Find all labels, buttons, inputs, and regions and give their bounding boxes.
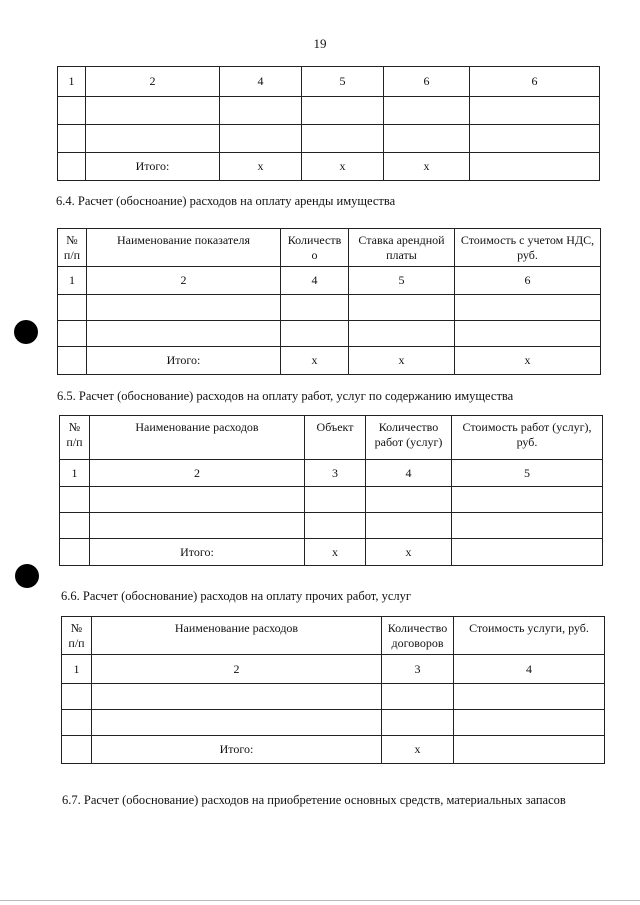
header-cell: 2: [86, 67, 220, 97]
total-label: Итого:: [86, 153, 220, 181]
table-maintenance: [59, 415, 603, 566]
column-header: № п/п: [58, 229, 87, 267]
number-cell: 1: [60, 460, 90, 487]
column-header: Стоимость услуги, руб.: [454, 617, 605, 655]
number-cell: 4: [281, 267, 349, 295]
punch-hole: [14, 320, 38, 344]
number-cell: 3: [305, 460, 366, 487]
number-cell: 1: [58, 267, 87, 295]
table-row: [58, 295, 601, 321]
column-header: Наименование показателя: [87, 229, 281, 267]
column-header: Объект: [305, 416, 366, 460]
column-header: Количество работ (услуг): [366, 416, 452, 460]
table-continuation: [57, 66, 600, 181]
column-header: № п/п: [60, 416, 90, 460]
header-cell: 6: [384, 67, 470, 97]
number-cell: 2: [90, 460, 305, 487]
total-label: Итого:: [87, 347, 281, 375]
total-cell: x: [349, 347, 455, 375]
table-row: [58, 125, 600, 153]
total-cell: x: [305, 539, 366, 566]
total-label: Итого:: [92, 736, 382, 764]
number-row: [58, 267, 601, 295]
number-cell: 2: [87, 267, 281, 295]
scan-edge: [0, 900, 640, 901]
number-cell: 5: [452, 460, 603, 487]
total-row: [58, 347, 601, 375]
section-title-6-6: 6.6. Расчет (обоснование) расходов на оплату прочих работ, услуг: [61, 589, 411, 603]
header-cell: 1: [58, 67, 86, 97]
number-cell: 5: [349, 267, 455, 295]
number-cell: 1: [62, 655, 92, 684]
total-cell: x: [455, 347, 601, 375]
total-cell: x: [384, 153, 470, 181]
section-title-6-5: 6.5. Расчет (обоснование) расходов на оплату работ, услуг по содержанию имущества: [57, 389, 514, 403]
total-cell: x: [302, 153, 384, 181]
number-row: [62, 655, 605, 684]
number-cell: 4: [454, 655, 605, 684]
header-cell: 4: [220, 67, 302, 97]
number-row: [60, 460, 603, 487]
column-header: Стоимость работ (услуг), руб.: [452, 416, 603, 460]
total-cell: x: [220, 153, 302, 181]
column-header: Количество договоров: [382, 617, 454, 655]
section-title-6-7: 6.7. Расчет (обоснование) расходов на приобретение основных средств, материальных запасов: [62, 793, 566, 807]
column-header: Наименование расходов: [90, 416, 305, 460]
column-header: Количеств о: [281, 229, 349, 267]
total-label: Итого:: [90, 539, 305, 566]
table-row: [58, 97, 600, 125]
total-row: [62, 736, 605, 764]
column-header: Стоимость с учетом НДС, руб.: [455, 229, 601, 267]
total-cell: x: [366, 539, 452, 566]
total-row: [58, 153, 600, 181]
table-row: [62, 710, 605, 736]
column-header: Ставка арендной платы: [349, 229, 455, 267]
header-cell: 6: [470, 67, 600, 97]
table-row: [60, 513, 603, 539]
table-other-services: [61, 616, 605, 764]
page-number: 19: [313, 36, 327, 51]
total-cell: x: [382, 736, 454, 764]
table-row: [58, 321, 601, 347]
column-header: Наименование расходов: [92, 617, 382, 655]
number-cell: 2: [92, 655, 382, 684]
number-cell: 4: [366, 460, 452, 487]
number-cell: 3: [382, 655, 454, 684]
table-row: [60, 487, 603, 513]
punch-hole: [15, 564, 39, 588]
number-row: [58, 67, 600, 97]
table-row: [62, 684, 605, 710]
total-row: [60, 539, 603, 566]
section-title-6-4: 6.4. Расчет (обосноание) расходов на оплату аренды имущества: [56, 194, 396, 208]
column-header: № п/п: [62, 617, 92, 655]
number-cell: 6: [455, 267, 601, 295]
table-rent: [57, 228, 601, 375]
header-cell: 5: [302, 67, 384, 97]
total-cell: x: [281, 347, 349, 375]
